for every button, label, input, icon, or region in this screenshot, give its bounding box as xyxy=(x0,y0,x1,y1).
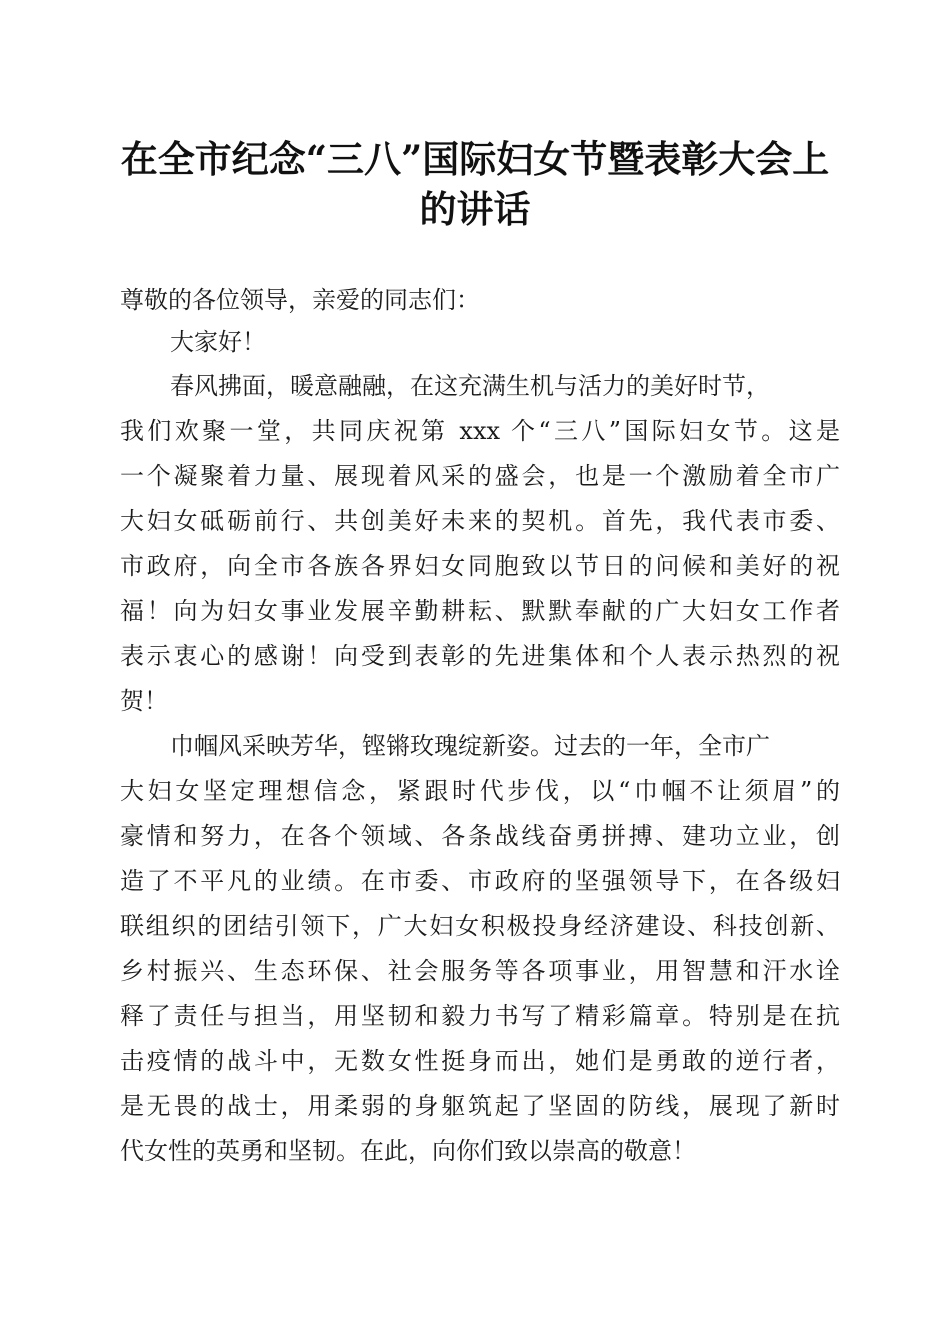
paragraph-2-line: 联组织的团结引领下，广大妇女积极投身经济建设、科技创新、 xyxy=(120,912,840,940)
paragraph-1-line: 春风拂面，暖意融融，在这充满生机与活力的美好时节， xyxy=(170,372,770,400)
paragraph-1-line: 福！向为妇女事业发展辛勤耕耘、默默奉献的广大妇女工作者 xyxy=(120,597,840,625)
paragraph-1-line: 大妇女砥砺前行、共创美好未来的契机。首先，我代表市委、 xyxy=(120,507,840,535)
paragraph-1-line: 贺！ xyxy=(120,687,168,715)
paragraph-2-line: 大妇女坚定理想信念，紧跟时代步伐，以“巾帼不让须眉”的 xyxy=(120,777,840,805)
paragraph-2-line: 代女性的英勇和坚韧。在此，向你们致以崇高的敬意！ xyxy=(120,1137,696,1165)
paragraph-2-line: 是无畏的战士，用柔弱的身躯筑起了坚固的防线，展现了新时 xyxy=(120,1092,840,1120)
paragraph-1-line: 我们欢聚一堂，共同庆祝第 xxx 个“三八”国际妇女节。这是 xyxy=(120,417,840,445)
paragraph-1-line: 表示衷心的感谢！向受到表彰的先进集体和个人表示热烈的祝 xyxy=(120,642,840,670)
paragraph-1-line: 市政府，向全市各族各界妇女同胞致以节日的问候和美好的祝 xyxy=(120,552,840,580)
paragraph-1-line: 一个凝聚着力量、展现着风采的盛会，也是一个激励着全市广 xyxy=(120,462,840,490)
paragraph-2-line: 击疫情的战斗中，无数女性挺身而出，她们是勇敢的逆行者， xyxy=(120,1047,840,1075)
paragraph-2-line: 巾帼风采映芳华，铿锵玫瑰绽新姿。过去的一年，全市广 xyxy=(170,732,770,760)
greeting: 大家好！ xyxy=(170,328,266,356)
document-title-line-1: 在全市纪念“三八”国际妇女节暨表彰大会上 xyxy=(120,137,830,181)
salutation: 尊敬的各位领导，亲爱的同志们： xyxy=(120,286,480,314)
paragraph-2-line: 造了不平凡的业绩。在市委、市政府的坚强领导下，在各级妇 xyxy=(120,867,840,895)
paragraph-2-line: 释了责任与担当，用坚韧和毅力书写了精彩篇章。特别是在抗 xyxy=(120,1002,840,1030)
paragraph-2-line: 豪情和努力，在各个领域、各条战线奋勇拼搏、建功立业，创 xyxy=(120,822,840,850)
document-title-line-2: 的讲话 xyxy=(419,187,531,231)
paragraph-2-line: 乡村振兴、生态环保、社会服务等各项事业，用智慧和汗水诠 xyxy=(120,957,840,985)
